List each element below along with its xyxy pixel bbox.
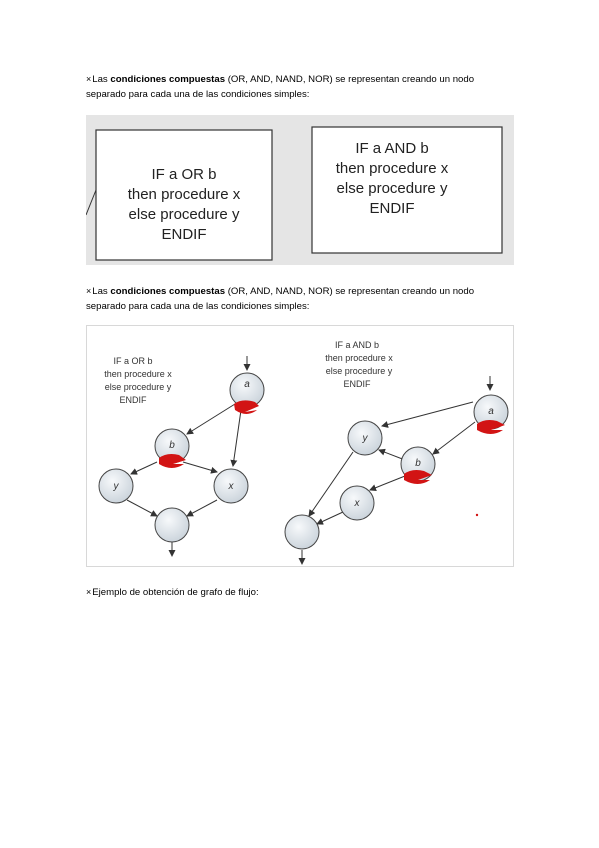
and-code-line-2: then procedure x	[335, 160, 449, 177]
paragraph-2	[86, 284, 526, 314]
figure-compound-conditions-code	[86, 115, 514, 265]
and-node-a-label: a	[488, 406, 494, 417]
and-node-x-label: x	[354, 498, 360, 509]
and-node-b-label: b	[415, 458, 421, 469]
p1-text-bold: condiciones compuestas	[110, 74, 226, 85]
or-edge-a-b	[187, 404, 235, 434]
or-node-a-red-mark	[234, 400, 259, 414]
or-graph-code-line-4: ENDIF	[119, 395, 147, 405]
or-code-line-3: else procedure y	[128, 206, 240, 223]
and-graph-code-line-3: else procedure y	[325, 366, 393, 376]
and-edge-b-x	[370, 476, 405, 490]
or-edge-b-y	[131, 462, 157, 474]
bullet-icon: ×	[86, 74, 92, 84]
p2-text-bold: condiciones compuestas	[110, 286, 226, 297]
and-edge-x-join	[317, 512, 343, 524]
or-node-y-label: y	[113, 481, 119, 492]
paragraph-1	[86, 72, 526, 102]
and-edge-a-b	[433, 422, 475, 454]
p2-text-pre: Las	[92, 286, 111, 297]
and-code-line-3: else procedure y	[336, 180, 448, 197]
and-node-join	[285, 515, 319, 549]
or-edge-x-join	[187, 500, 217, 516]
bullet-icon: ×	[86, 587, 92, 597]
p2-text-line2: separado para cada una de las condiciones simples:	[86, 301, 310, 312]
and-graph-code-line-2: then procedure x	[325, 353, 393, 363]
and-node-y-label: y	[362, 433, 368, 444]
red-dot-mark	[476, 514, 478, 516]
or-node-x-label: x	[228, 481, 234, 492]
bullet-icon: ×	[86, 286, 92, 296]
or-graph-code-line-2: then procedure x	[104, 369, 172, 379]
p1-text-line2: separado para cada una de las condiciones simples:	[86, 89, 310, 100]
and-code-line-4: ENDIF	[369, 200, 415, 217]
figure-2-svg	[87, 326, 514, 567]
p2-text-post: (OR, AND, NAND, NOR) se representan creando un nodo	[225, 286, 475, 297]
and-graph-code-line-1: IF a AND b	[334, 340, 380, 350]
p1-text-post: (OR, AND, NAND, NOR) se representan creando un nodo	[225, 74, 475, 85]
and-code-line-1: IF a AND b	[355, 140, 429, 157]
or-node-a-label: a	[244, 379, 250, 390]
p1-text-pre: Las	[92, 74, 111, 85]
or-node-join	[155, 508, 189, 542]
and-graph-code-line-4: ENDIF	[343, 379, 371, 389]
figure-flow-graphs	[86, 325, 514, 567]
p3-text: Ejemplo de obtención de grafo de flujo:	[92, 587, 259, 598]
or-code-line-1: IF a OR b	[151, 166, 217, 183]
figure-1-svg	[86, 115, 514, 265]
or-graph-code-line-3: else procedure y	[104, 382, 172, 392]
or-graph-code-line-1: IF a OR b	[113, 356, 153, 366]
or-edge-y-join	[127, 500, 157, 516]
or-code-line-4: ENDIF	[161, 226, 207, 243]
or-edge-b-x	[183, 462, 217, 472]
paragraph-3	[86, 585, 526, 600]
and-edge-b-y	[379, 450, 405, 460]
or-node-b-label: b	[169, 440, 175, 451]
or-edge-a-x	[233, 410, 241, 466]
and-edge-a-y	[382, 402, 473, 426]
or-code-line-2: then procedure x	[127, 186, 241, 203]
